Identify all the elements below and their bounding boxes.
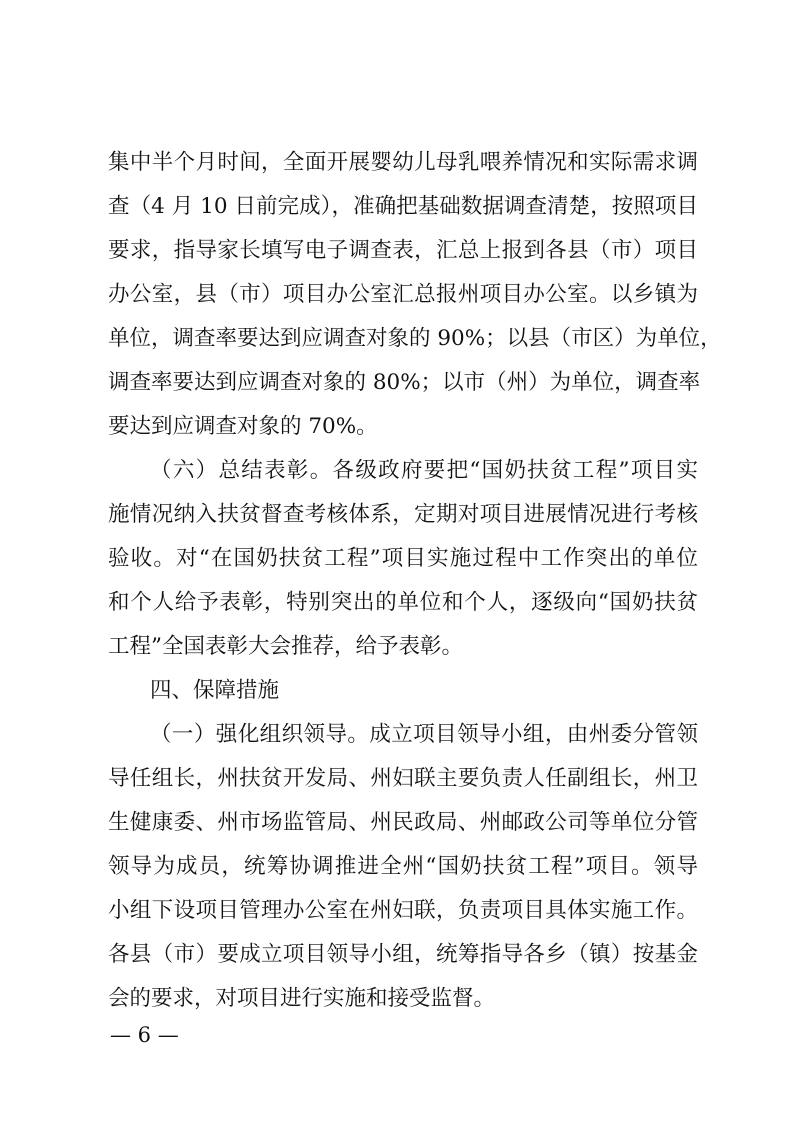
paragraph-line: 会的要求，对项目进行实施和接受监督。 bbox=[108, 986, 496, 1011]
paragraph-line: 施情况纳入扶贫督查考核体系，定期对项目进展情况进行考核 bbox=[108, 502, 698, 527]
paragraph-line: 集中半个月时间，全面开展婴幼儿母乳喂养情况和实际需求调 bbox=[108, 150, 698, 175]
paragraph-line: 要达到应调查对象的 70%。 bbox=[108, 414, 378, 439]
paragraph-line: 领导为成员，统筹协调推进全州“国奶扶贫工程”项目。领导 bbox=[108, 854, 698, 879]
paragraph-line: 和个人给予表彰，特别突出的单位和个人，逐级向“国奶扶贫 bbox=[108, 590, 698, 615]
paragraph-line: 小组下设项目管理办公室在州妇联，负责项目具体实施工作。 bbox=[108, 898, 698, 923]
paragraph-line: （一）强化组织领导。成立项目领导小组，由州委分管领 bbox=[150, 722, 698, 747]
paragraph-line: 各县（市）要成立项目领导小组，统筹指导各乡（镇）按基金 bbox=[108, 942, 698, 967]
section-heading: 四、保障措施 bbox=[150, 678, 280, 703]
paragraph-line: 导任组长，州扶贫开发局、州妇联主要负责人任副组长，州卫 bbox=[108, 766, 698, 791]
page-number: — 6 — bbox=[110, 1023, 179, 1047]
paragraph-line: 工程”全国表彰大会推荐，给予表彰。 bbox=[108, 634, 463, 659]
paragraph-line: 单位，调查率要达到应调查对象的 90%；以县（市区）为单位， bbox=[108, 326, 722, 351]
paragraph-line: 验收。对“在国奶扶贫工程”项目实施过程中工作突出的单位 bbox=[108, 546, 698, 571]
paragraph-line: 办公室，县（市）项目办公室汇总报州项目办公室。以乡镇为 bbox=[108, 282, 698, 307]
paragraph-line: （六）总结表彰。各级政府要把“国奶扶贫工程”项目实 bbox=[150, 458, 698, 483]
paragraph-line: 调查率要达到应调查对象的 80%；以市（州）为单位，调查率 bbox=[108, 370, 701, 395]
paragraph-line: 要求，指导家长填写电子调查表，汇总上报到各县（市）项目 bbox=[108, 238, 698, 263]
paragraph-line: 查（4 月 10 日前完成），准确把基础数据调查清楚，按照项目 bbox=[108, 194, 698, 219]
paragraph-line: 生健康委、州市场监管局、州民政局、州邮政公司等单位分管 bbox=[108, 810, 698, 835]
